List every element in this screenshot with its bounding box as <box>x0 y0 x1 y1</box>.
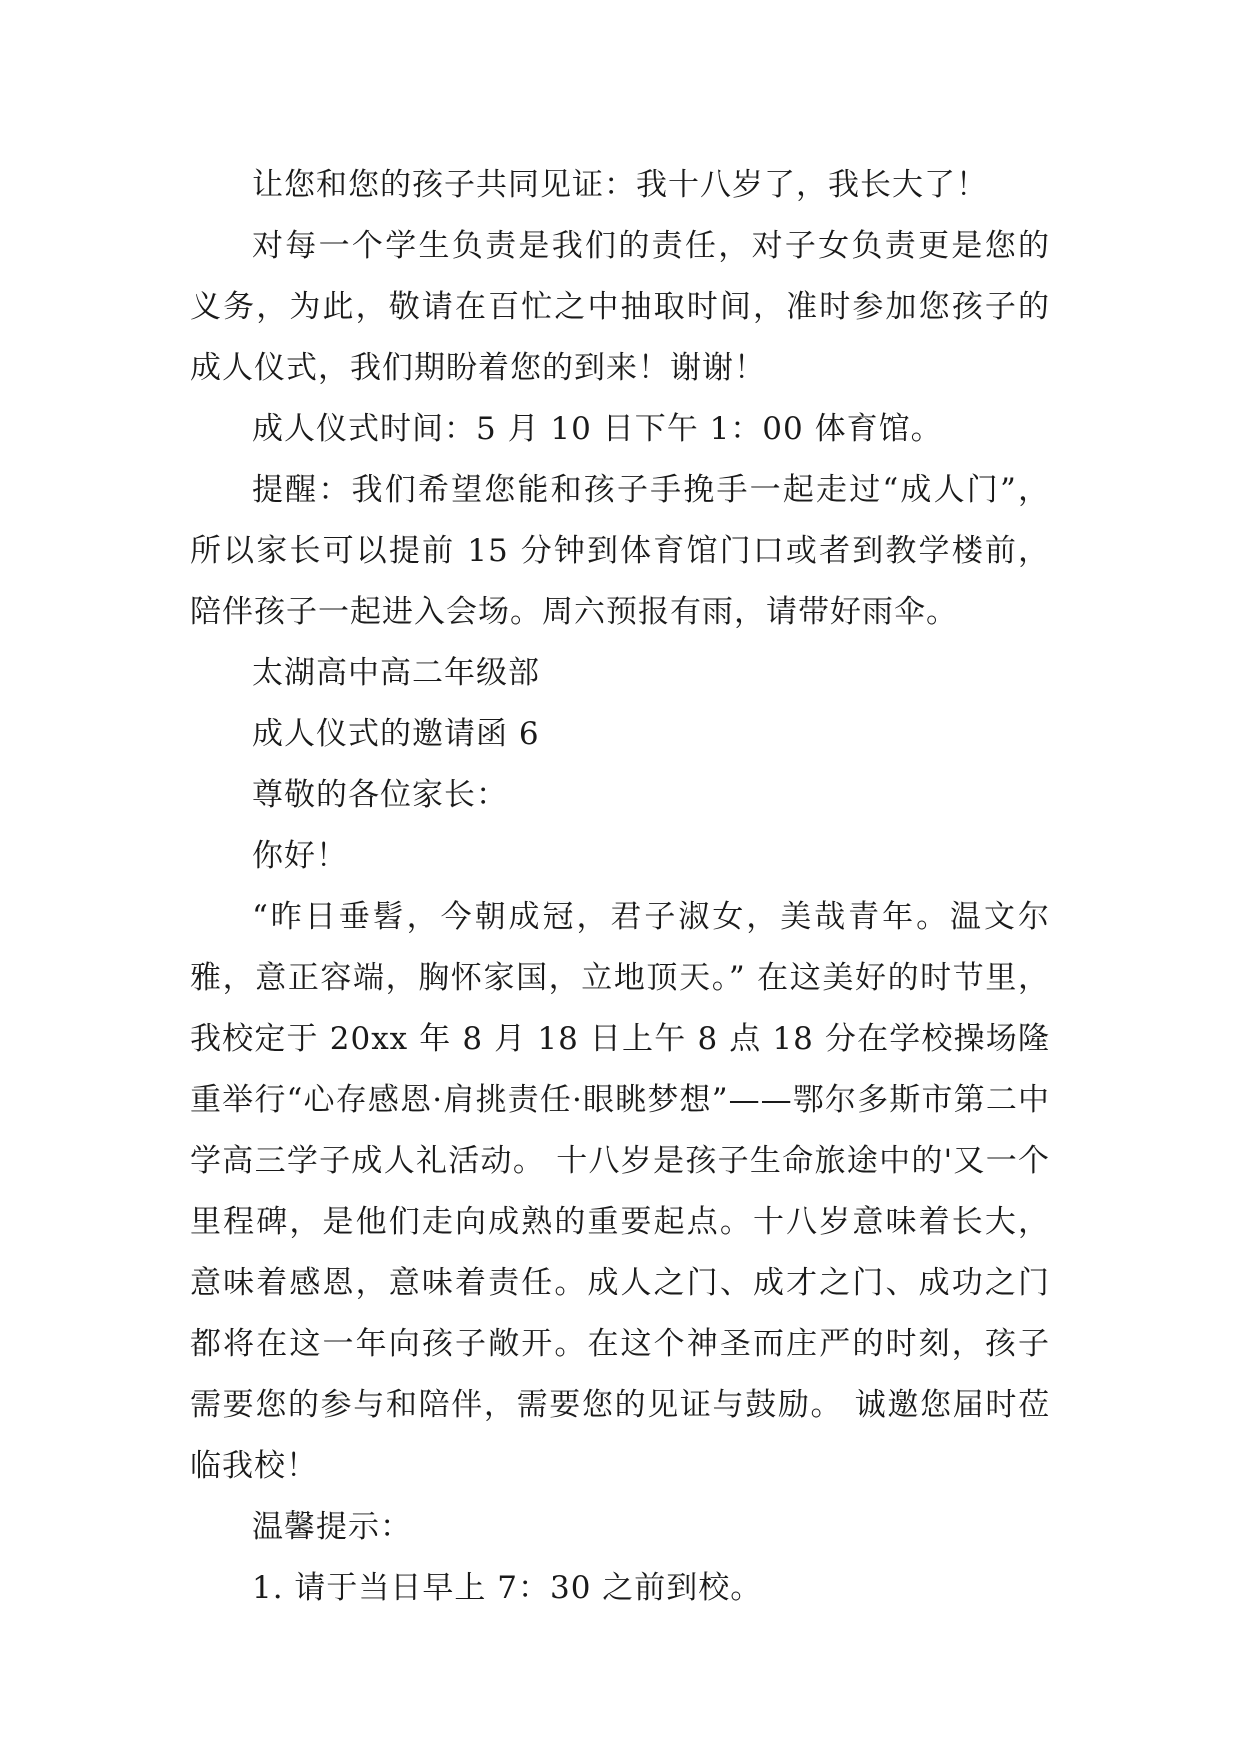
paragraph-witness: 让您和您的孩子共同见证：我十八岁了，我长大了！ <box>252 167 988 203</box>
document-body <box>190 155 1050 1619</box>
paragraph-ceremony-time: 成人仪式时间：5 月 10 日下午 1：00 体育馆。 <box>252 411 943 447</box>
greeting: 你好！ <box>252 838 348 874</box>
paragraph-invitation-body: “昨日垂髫，今朝成冠，君子淑女，美哉青年。温文尔雅，意正容端，胸怀家国，立地顶天。” 在这美好的时节里，我校定于 20xx 年 8 月 18 日上午 8 点 18 分在学校操场隆重举行“心存感恩·肩挑责任·眼眺梦想”——鄂尔多斯市第二中学高三学子成人礼活动。 十八岁是孩子生命旅途中的'又一个里程碑，是他们走向成熟的重要起点。十八岁意味着长大，意味着感恩，意味着责任。成人之门、成才之门、成功之门都将在这一年向孩子敞开。在这个神圣而庄严的时刻，孩子需要您的参与和陪伴，需要您的见证与鼓励。 诚邀您届时莅临我校！ <box>190 899 1050 1484</box>
tips-heading: 温馨提示： <box>252 1509 412 1545</box>
paragraph-responsibility: 对每一个学生负责是我们的责任，对子女负责更是您的义务，为此，敬请在百忙之中抽取时间，准时参加您孩子的成人仪式，我们期盼着您的到来！谢谢！ <box>190 228 1050 386</box>
tip-item-1: 1. 请于当日早上 7：30 之前到校。 <box>252 1570 763 1606</box>
salutation: 尊敬的各位家长： <box>252 777 508 813</box>
paragraph-reminder: 提醒：我们希望您能和孩子手挽手一起走过“成人门”，所以家长可以提前 15 分钟到体育馆门口或者到教学楼前，陪伴孩子一起进入会场。周六预报有雨，请带好雨伞。 <box>190 472 1050 630</box>
paragraph-signature: 太湖高中高二年级部 <box>252 655 540 691</box>
section-heading: 成人仪式的邀请函 6 <box>252 716 540 752</box>
